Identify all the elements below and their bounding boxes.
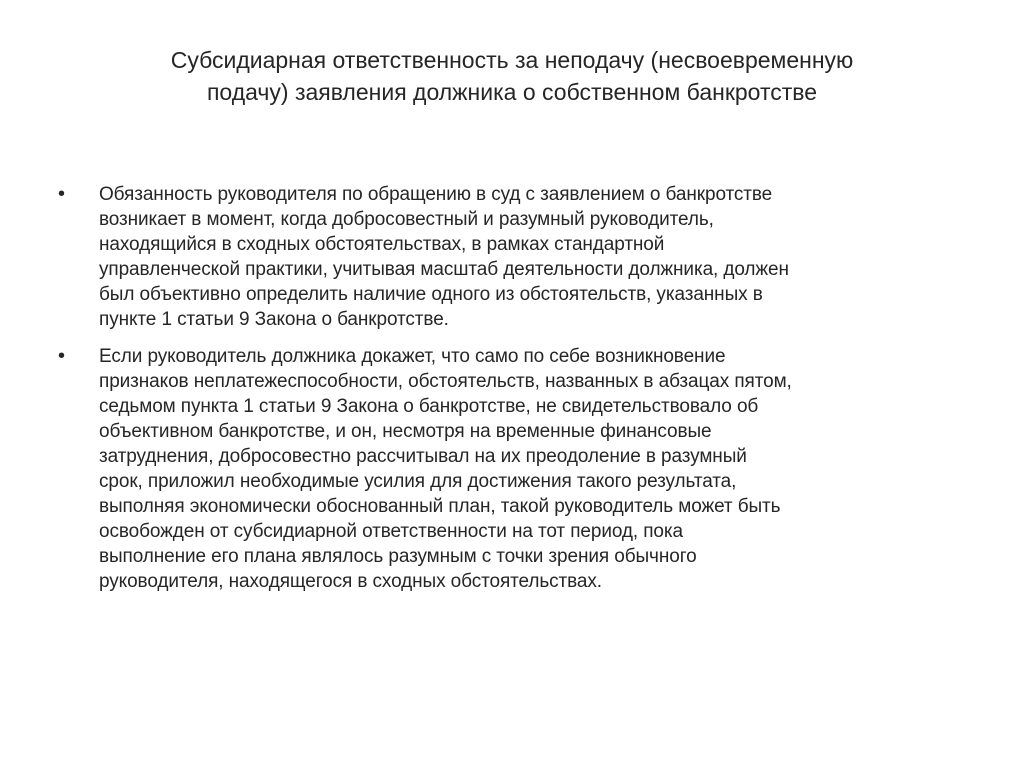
bullet-text-line: управленческой практики, учитывая масштаб деятельности должника, должен	[99, 259, 789, 280]
bullet-text-line: срок, приложил необходимые усилия для достижения такого результата,	[99, 471, 737, 492]
bullet-text-line: признаков неплатежеспособности, обстоятельств, названных в абзацах пятом,	[99, 371, 792, 392]
title-line: Субсидиарная ответственность за неподачу (несвоевременную	[170, 47, 854, 73]
bullet-item	[58, 344, 978, 594]
slide-title	[110, 44, 914, 108]
bullet-text-line: освобожден от субсидиарной ответственности на тот период, пока	[99, 521, 683, 542]
bullet-text-line: был объективно определить наличие одного из обстоятельств, указанных в	[99, 284, 763, 305]
bullet-text-line: седьмом пункта 1 статьи 9 Закона о банкротстве, не свидетельствовало об	[99, 396, 759, 417]
bullet-text-line: Если руководитель должника докажет, что само по себе возникновение	[99, 346, 726, 367]
bullet-item	[58, 182, 978, 332]
bullet-list	[58, 182, 978, 606]
bullet-text-line: выполнение его плана являлось разумным с точки зрения обычного	[99, 546, 697, 567]
bullet-text-line: возникает в момент, когда добросовестный и разумный руководитель,	[99, 209, 714, 230]
bullet-text-line: выполняя экономически обоснованный план, такой руководитель может быть	[99, 496, 781, 517]
bullet-text-line: затруднения, добросовестно рассчитывал на их преодоление в разумный	[99, 446, 747, 467]
bullet-text-line: пункте 1 статьи 9 Закона о банкротстве.	[99, 309, 449, 330]
bullet-text-line: объективном банкротстве, и он, несмотря на временные финансовые	[99, 421, 712, 442]
bullet-text-line: Обязанность руководителя по обращению в суд с заявлением о банкротстве	[99, 184, 773, 205]
title-line: подачу) заявления должника о собственном банкротстве	[206, 79, 818, 105]
bullet-dot-icon: •	[58, 345, 66, 367]
bullet-dot-icon: •	[58, 183, 66, 205]
bullet-text-line: руководителя, находящегося в сходных обстоятельствах.	[99, 571, 602, 592]
bullet-text-line: находящийся в сходных обстоятельствах, в рамках стандартной	[99, 234, 665, 255]
